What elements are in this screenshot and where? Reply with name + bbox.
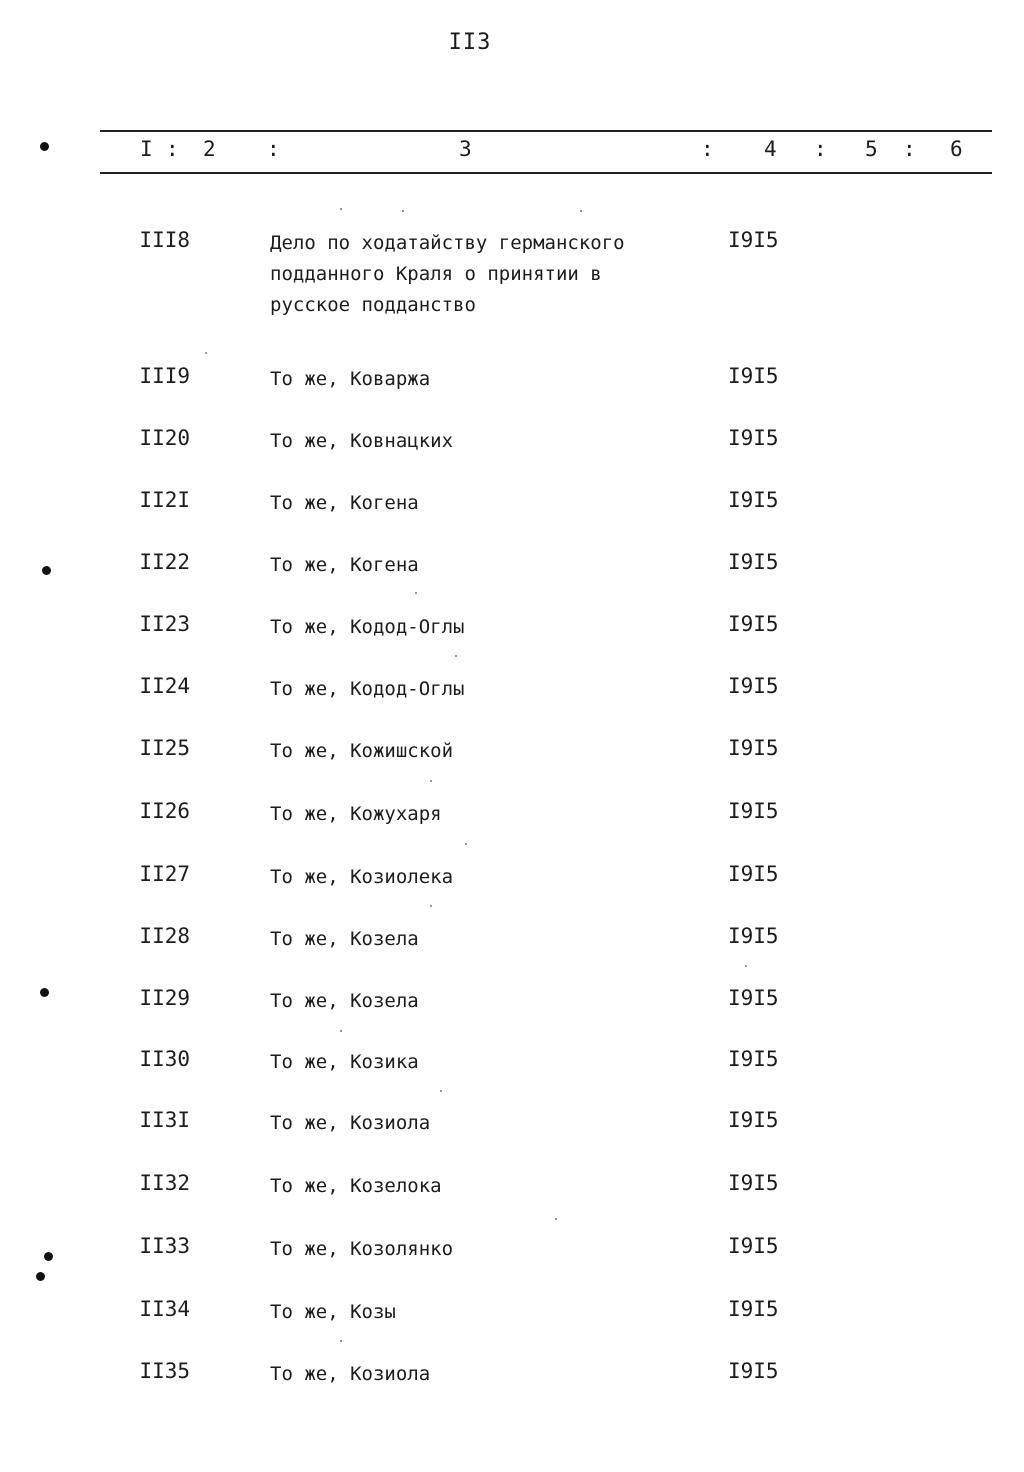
case-title: То же, Кодод-Оглы xyxy=(270,616,465,638)
column-separator: : xyxy=(267,137,280,161)
case-number: II2I xyxy=(139,488,190,512)
case-year: I9I5 xyxy=(728,986,779,1010)
scan-speck xyxy=(555,1218,557,1220)
case-year: I9I5 xyxy=(728,228,779,252)
case-number: II32 xyxy=(139,1171,190,1195)
case-title: То же, Кодод-Оглы xyxy=(270,678,465,700)
case-number: II24 xyxy=(139,674,190,698)
scan-speck xyxy=(440,1090,442,1092)
case-year: I9I5 xyxy=(728,736,779,760)
case-title: То же, Козела xyxy=(270,990,419,1012)
case-number: II3I xyxy=(139,1108,190,1132)
case-year: I9I5 xyxy=(728,1047,779,1071)
scan-speck xyxy=(745,965,747,967)
case-year: I9I5 xyxy=(728,924,779,948)
scan-speck xyxy=(402,210,404,212)
case-number: II29 xyxy=(139,986,190,1010)
scan-speck xyxy=(455,655,457,657)
case-number: II27 xyxy=(139,862,190,886)
column-header-4: 4 xyxy=(764,137,777,161)
case-title: То же, Козы xyxy=(270,1301,396,1323)
case-title: Дело по ходатайству германского подданного Краля о принятии в русское подданство xyxy=(270,232,625,316)
case-number: II26 xyxy=(139,799,190,823)
column-separator: : xyxy=(166,137,179,161)
case-year: I9I5 xyxy=(728,799,779,823)
case-year: I9I5 xyxy=(728,612,779,636)
case-title: То же, Козела xyxy=(270,928,419,950)
punch-hole xyxy=(44,1252,53,1261)
case-title: То же, Козелока xyxy=(270,1175,442,1197)
case-number: II23 xyxy=(139,612,190,636)
scan-speck xyxy=(430,780,432,782)
case-number: II20 xyxy=(139,426,190,450)
case-title: То же, Козиола xyxy=(270,1112,431,1134)
case-number: II30 xyxy=(139,1047,190,1071)
case-title: То же, Козиола xyxy=(270,1363,431,1385)
case-number: II22 xyxy=(139,550,190,574)
case-year: I9I5 xyxy=(728,426,779,450)
case-number: III9 xyxy=(139,364,190,388)
case-number: II25 xyxy=(139,736,190,760)
column-separator: : xyxy=(701,137,714,161)
case-year: I9I5 xyxy=(728,550,779,574)
scan-speck xyxy=(340,1030,342,1032)
column-header-2: 2 xyxy=(203,137,216,161)
case-title: То же, Козиолека xyxy=(270,866,454,888)
case-year: I9I5 xyxy=(728,1108,779,1132)
case-number: II33 xyxy=(139,1234,190,1258)
punch-hole xyxy=(40,142,49,151)
column-header-1: I xyxy=(140,137,153,161)
scan-speck xyxy=(465,843,467,845)
case-year: I9I5 xyxy=(728,488,779,512)
column-separator: : xyxy=(814,137,827,161)
case-title: То же, Когена xyxy=(270,554,419,576)
case-year: I9I5 xyxy=(728,1171,779,1195)
case-year: I9I5 xyxy=(728,364,779,388)
case-title: То же, Когена xyxy=(270,492,419,514)
punch-hole xyxy=(40,988,49,997)
punch-hole xyxy=(42,566,51,575)
case-title: То же, Козолянко xyxy=(270,1238,454,1260)
punch-hole xyxy=(36,1272,45,1281)
page-number: II3 xyxy=(448,30,492,55)
scan-speck xyxy=(415,592,417,594)
column-separator: : xyxy=(903,137,916,161)
case-title: То же, Ковнацких xyxy=(270,430,454,452)
column-header-3: 3 xyxy=(459,137,472,161)
case-title: То же, Кожишской xyxy=(270,740,454,762)
case-title: То же, Козика xyxy=(270,1051,419,1073)
case-year: I9I5 xyxy=(728,674,779,698)
scan-speck xyxy=(205,352,207,354)
scan-speck xyxy=(340,1340,342,1342)
column-header-6: 6 xyxy=(950,137,963,161)
case-number: II34 xyxy=(139,1297,190,1321)
column-header-5: 5 xyxy=(865,137,878,161)
case-number: II28 xyxy=(139,924,190,948)
case-title: То же, Коваржа xyxy=(270,368,431,390)
case-number: III8 xyxy=(139,228,190,252)
case-year: I9I5 xyxy=(728,1234,779,1258)
scan-speck xyxy=(580,210,582,212)
case-year: I9I5 xyxy=(728,862,779,886)
scan-speck xyxy=(340,208,342,210)
case-year: I9I5 xyxy=(728,1359,779,1383)
case-year: I9I5 xyxy=(728,1297,779,1321)
case-title: То же, Кожухаря xyxy=(270,803,442,825)
scan-speck xyxy=(430,905,432,907)
case-number: II35 xyxy=(139,1359,190,1383)
